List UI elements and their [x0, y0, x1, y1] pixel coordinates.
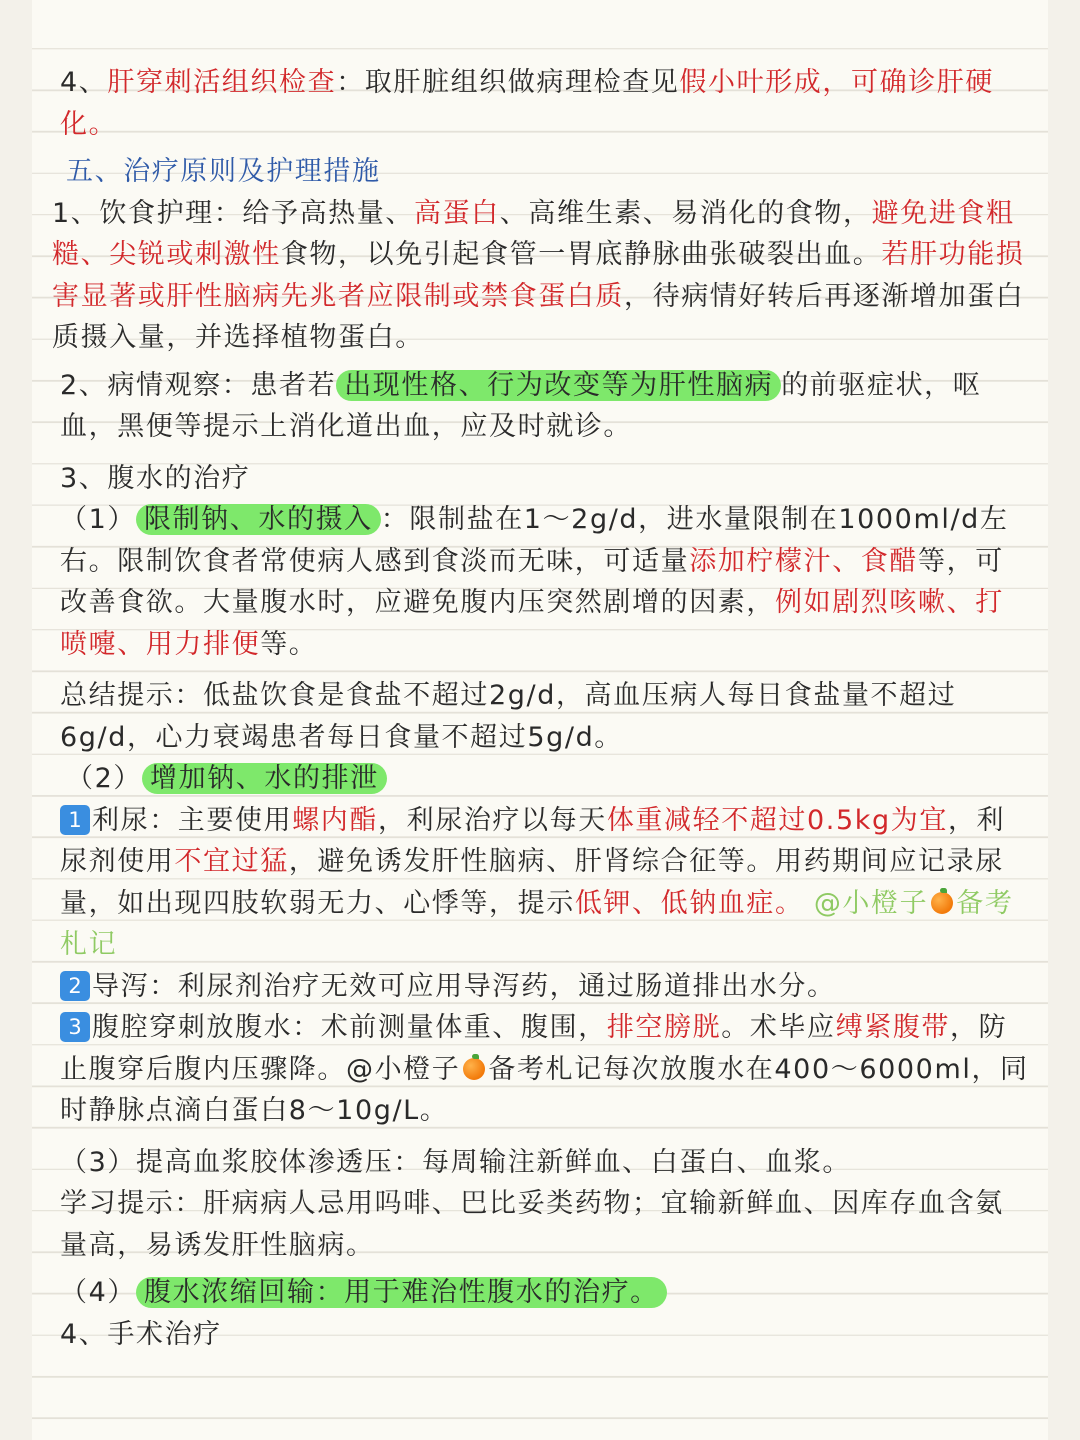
text-red: 肝穿刺活组织检查: [107, 67, 337, 98]
text-red: 缚紧腹带: [835, 1012, 951, 1043]
text: 利尿：主要使用: [92, 804, 293, 836]
text-red: 若肝功能损害显著或肝性脑病先兆者应限制或禁食蛋白质: [52, 239, 1025, 312]
paragraph-ascites-reinfusion: [52, 1272, 1032, 1314]
text: 等。: [260, 628, 318, 660]
text-red: 排空膀胱: [606, 1012, 722, 1043]
number-badge-1-icon: 1: [60, 805, 90, 835]
paragraph-summary-tip: 总结提示：低盐饮食是食盐不超过2g/d，高血压病人每日食盐量不超过6g/d，心力衰竭患者每日食量不超过5g/d。: [60, 680, 957, 753]
subheading-surgery: 4、手术治疗: [60, 1318, 222, 1350]
section-heading: 五、治疗原则及护理措施: [66, 156, 381, 187]
text: ，利尿治疗以每天: [378, 804, 607, 836]
text-red: 低钾、低钠血症。: [574, 887, 804, 919]
text: ：取肝脏组织做病理检查见: [336, 67, 680, 98]
highlight: 出现性格、行为改变等为肝性脑病: [336, 370, 781, 401]
text-red: 高蛋白: [413, 197, 500, 229]
orange-icon: [931, 892, 953, 914]
paragraph-diuresis: [52, 800, 1032, 966]
text-red: 例如剧烈咳嗽、打喷嚏、用力排便: [60, 587, 1004, 660]
note-content: [52, 62, 1032, 1355]
paragraph-restrict-sodium: [52, 499, 1032, 665]
number-badge-3-icon: 3: [60, 1012, 90, 1042]
subheading-ascites: 3、腹水的治疗: [60, 462, 251, 494]
text: ，待病情好转后再逐渐增加蛋白质摄入量，并选择植物蛋白。: [52, 280, 1025, 353]
text-red: 体重减轻不超过0.5kg为宜: [606, 804, 948, 836]
text: ，避免诱发肝性脑病、肝肾综合征等。用药期间应记录尿量，如出现四肢软弱无力、心悸等，提示: [60, 846, 1004, 919]
text: 1、饮食护理：给予高热量、: [52, 197, 414, 229]
text: 。术毕应: [721, 1012, 836, 1043]
paragraph-colloid-pressure: （3）提高血浆胶体渗透压：每周输注新鲜血、白蛋白、血浆。: [60, 1146, 851, 1178]
paragraph-diet-care: [52, 193, 1032, 359]
text: 的前驱症状，呕血，黑便等提示上消化道出血，应及时就诊。: [60, 369, 982, 442]
paragraph-study-tip: 学习提示：肝病病人忌用吗啡、巴比妥类药物；宜输新鲜血、因库存血含氨量高，易诱发肝性脑病。: [60, 1188, 1004, 1261]
orange-icon: [463, 1058, 485, 1080]
text: ，利尿剂使用: [60, 804, 1006, 877]
paragraph-paracentesis: [52, 1007, 1032, 1132]
text: （1）: [60, 504, 136, 535]
text-red: 螺内酯: [292, 804, 379, 836]
text: （2）: [66, 763, 142, 794]
subheading-increase-excretion: [52, 758, 1032, 800]
text: 、高维生素、易消化的食物，: [499, 197, 872, 229]
paragraph-liver-biopsy: [52, 62, 1032, 145]
text: 4、: [60, 67, 108, 98]
text: 腹腔穿刺放腹水：术前测量体重、腹围，: [92, 1012, 607, 1043]
text: 2、病情观察：患者若: [60, 369, 337, 401]
highlight: 增加钠、水的排泄: [142, 763, 387, 794]
text-red: 添加柠檬汁、食醋: [689, 545, 919, 577]
text: ，防止腹穿后腹内压骤降。@小橙子: [60, 1012, 1008, 1085]
text: 导泻：利尿剂治疗无效可应用导泻药，通过肠道排出水分。: [92, 970, 836, 1002]
paragraph-observation: [52, 365, 1032, 448]
number-badge-2-icon: 2: [60, 971, 90, 1001]
text-red: 假小叶形成，可确诊肝硬化。: [60, 67, 995, 140]
text: 等，可改善食欲。大量腹水时，应避免腹内压突然剧增的因素，: [60, 545, 1004, 618]
watermark-text: @小橙子: [813, 887, 929, 919]
highlight: 腹水浓缩回输：用于难治性腹水的治疗。: [136, 1277, 667, 1308]
text: 备考札记每次放腹水在400～6000ml，同时静脉点滴白蛋白8～10g/L。: [60, 1053, 1029, 1126]
paragraph-catharsis: [52, 966, 1032, 1008]
text: （4）: [60, 1277, 136, 1308]
watermark-text: 备考札记: [60, 887, 1014, 960]
text: ：限制盐在1～2g/d，进水量限制在1000ml/d左右。限制饮食者常使病人感到食淡而无味，可适量: [60, 504, 1009, 577]
highlight: 限制钠、水的摄入: [136, 504, 381, 535]
text-red: 不宜过猛: [174, 846, 289, 877]
text: 食物，以免引起食管一胃底静脉曲张破裂出血。: [280, 239, 882, 270]
text-red: 避免进食粗糙、尖锐或刺激性: [52, 197, 1015, 270]
